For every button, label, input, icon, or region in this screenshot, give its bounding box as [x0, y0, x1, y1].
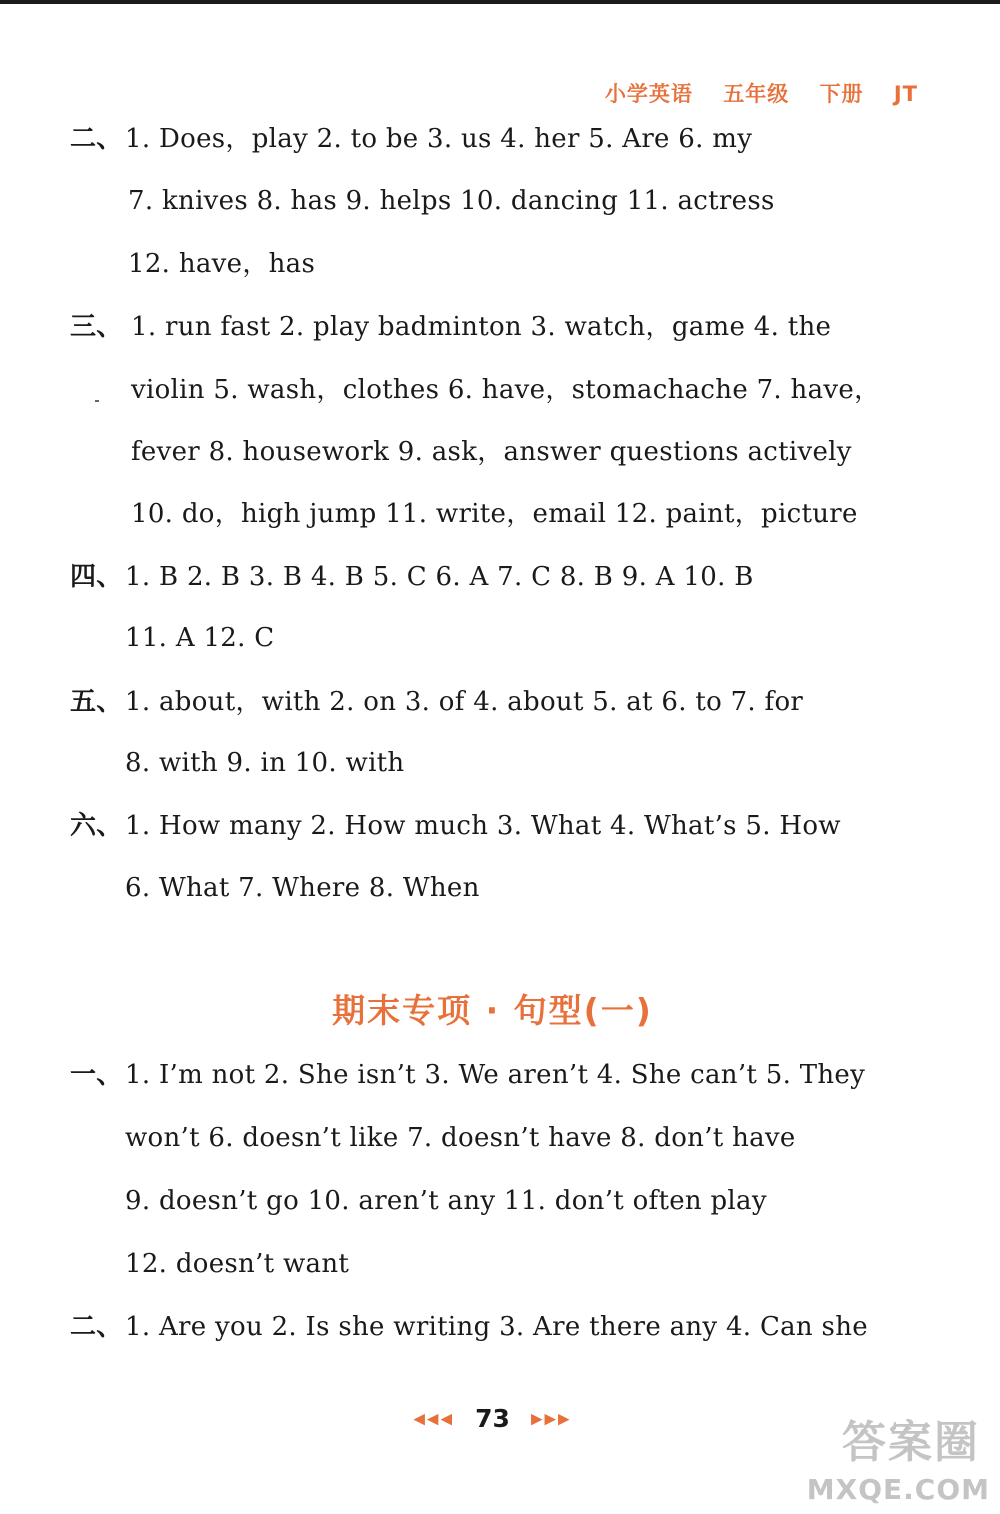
- header-subject: 小学英语: [604, 82, 693, 106]
- watermark: [806, 1406, 990, 1506]
- answer-text: 7. knives 8. has 9. helps 10. dancing 11. actress: [128, 186, 775, 216]
- answer-text: 12. doesn’t want: [125, 1249, 350, 1279]
- watermark-logo: 答案圈: [842, 1417, 980, 1468]
- answer-text: fever 8. housework 9. ask，answer questions actively: [131, 437, 852, 467]
- answer-text: 1. run fast 2. play badminton 3. watch，game 4. the: [131, 312, 832, 342]
- page-number: 73: [475, 1404, 510, 1433]
- header-grade: 五年级: [723, 82, 790, 106]
- answer-text: 6. What 7. Where 8. When: [125, 873, 480, 903]
- answer-text: 1. B 2. B 3. B 4. B 5. C 6. A 7. C 8. B 9. A 10. B: [125, 562, 754, 592]
- left-arrows-icon: ◀◀◀: [413, 1409, 454, 1428]
- answer-text: 10. do，high jump 11. write，email 12. paint，picture: [131, 499, 858, 529]
- page-top-edge: [0, 0, 1000, 4]
- page-header: [605, 78, 918, 108]
- answer-text: won’t 6. doesn’t like 7. doesn’t have 8. don’t have: [125, 1123, 796, 1153]
- section-title: 期末专项 · 句型(一): [332, 991, 653, 1030]
- section-label: 六、: [70, 811, 123, 841]
- answer-text: 1. How many 2. How much 3. What 4. What’s 5. How: [125, 811, 841, 841]
- header-edition: JT: [893, 82, 918, 106]
- answer-text: 1. Are you 2. Is she writing 3. Are there any 4. Can she: [125, 1312, 868, 1342]
- answer-text: 1. Does，play 2. to be 3. us 4. her 5. Are 6. my: [125, 124, 753, 154]
- answer-text: violin 5. wash，clothes 6. have，stomachache 7. have，: [131, 375, 881, 405]
- answer-text: 1. I’m not 2. She isn’t 3. We aren’t 4. She can’t 5. They: [125, 1060, 866, 1090]
- answer-text: 12. have，has: [128, 249, 316, 279]
- section-label: 四、: [70, 562, 123, 592]
- section-label: 三、: [70, 312, 123, 342]
- watermark-url: MXQE.COM: [806, 1473, 990, 1506]
- stray-mark: [95, 400, 99, 402]
- header-volume: 下册: [819, 82, 864, 106]
- answer-text: 9. doesn’t go 10. aren’t any 11. don’t often play: [125, 1186, 767, 1216]
- answer-text: 1. about，with 2. on 3. of 4. about 5. at 6. to 7. for: [125, 687, 804, 717]
- right-arrows-icon: ▶▶▶: [530, 1409, 572, 1428]
- answer-text: 8. with 9. in 10. with: [125, 748, 405, 778]
- section-label: 二、: [70, 1312, 123, 1342]
- section-label: 二、: [70, 124, 123, 154]
- section-label: 五、: [70, 687, 123, 717]
- answer-text: 11. A 12. C: [125, 623, 275, 653]
- section-label: 一、: [70, 1060, 123, 1090]
